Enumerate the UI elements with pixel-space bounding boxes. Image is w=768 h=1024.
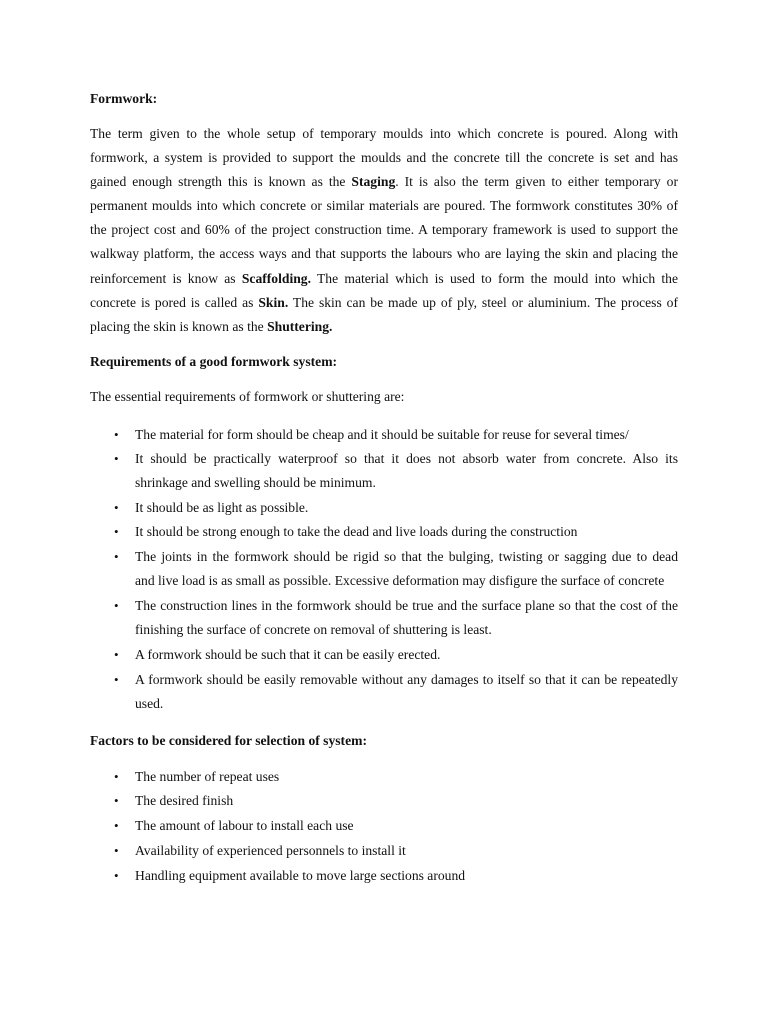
paragraph-line: The term given to the whole setup of temporary moulds into which concrete is poured. Along with [90,126,678,141]
list-item-text: It should be strong enough to take the dead and live loads during the construction [135,524,578,539]
list-item-text: The number of repeat uses [135,769,280,784]
list-item-text: The amount of labour to install each use [135,818,354,833]
term-scaffolding: Scaffolding. [241,270,311,286]
paragraph-line: walkway platform, the access ways and that supports the labours who are laying the skin and placing the [90,246,678,262]
list-item-text: The material for form should be cheap and it should be suitable for reuse for several times/ [135,427,629,442]
factors-heading: Factors to be considered for selection of system: [90,733,367,748]
term-shuttering: Shuttering. [267,318,333,334]
paragraph-line: placing the skin is known as the Shuttering. [90,318,333,334]
bullet-icon: • [114,769,119,784]
bullet-icon: • [114,672,119,687]
paragraph-line: the project cost and 60% of the project construction time. A temporary framework is used to support the [90,222,678,238]
list-item-text: Handling equipment available to move large sections around [135,868,466,883]
paragraph-line: gained enough strength this is known as the Staging. It is also the term given to either temporary or [90,174,678,190]
paragraph-line: reinforcement is know as Scaffolding. The material which is used to form the mould into which the [90,270,678,286]
requirements-heading: Requirements of a good formwork system: [90,354,338,369]
list-item-text: Availability of experienced personnels to install it [135,843,406,858]
bullet-icon: • [114,549,119,564]
bullet-icon: • [114,451,119,466]
paragraph-line: permanent moulds into which concrete or similar materials are poured. The formwork constitutes 30% of [90,198,678,214]
bullet-icon: • [114,843,119,858]
list-item-text: A formwork should be such that it can be easily erected. [135,647,441,662]
formwork-paragraph [90,122,678,339]
list-item-text: The construction lines in the formwork should be true and the surface plane so that the cost of the finishing the surface of concrete on removal of shuttering is least. [135,598,678,637]
bullet-icon: • [114,647,119,662]
bullet-icon: • [114,598,119,613]
list-item-text: It should be practically waterproof so that it does not absorb water from concrete. Also its shrinkage and swelling should be minimum. [135,451,678,490]
list-item-text: The joints in the formwork should be rigid so that the bulging, twisting or sagging due to dead and live load is as small as possible. Excessive deformation may disfigure the surface of concrete [135,549,678,588]
bullet-icon: • [114,868,119,883]
bullet-icon: • [114,427,119,442]
bullet-icon: • [114,524,119,539]
paragraph-line: concrete is pored is called as Skin. The skin can be made up of ply, steel or aluminium. The process of [90,294,678,310]
bullet-icon: • [114,818,119,833]
list-item-text: A formwork should be easily removable without any damages to itself so that it can be repeatedly used. [135,672,678,711]
bullet-icon: • [114,500,119,515]
list-item-text: The desired finish [135,793,234,808]
formwork-heading: Formwork: [90,91,158,106]
list-item-text: It should be as light as possible. [135,500,309,515]
bullet-icon: • [114,793,119,808]
requirements-intro: The essential requirements of formwork or shuttering are: [90,389,405,404]
term-skin: Skin. [258,294,289,310]
paragraph-line: formwork, a system is provided to support the moulds and the concrete till the concrete is set and has [90,150,678,166]
term-staging: Staging [351,174,396,190]
